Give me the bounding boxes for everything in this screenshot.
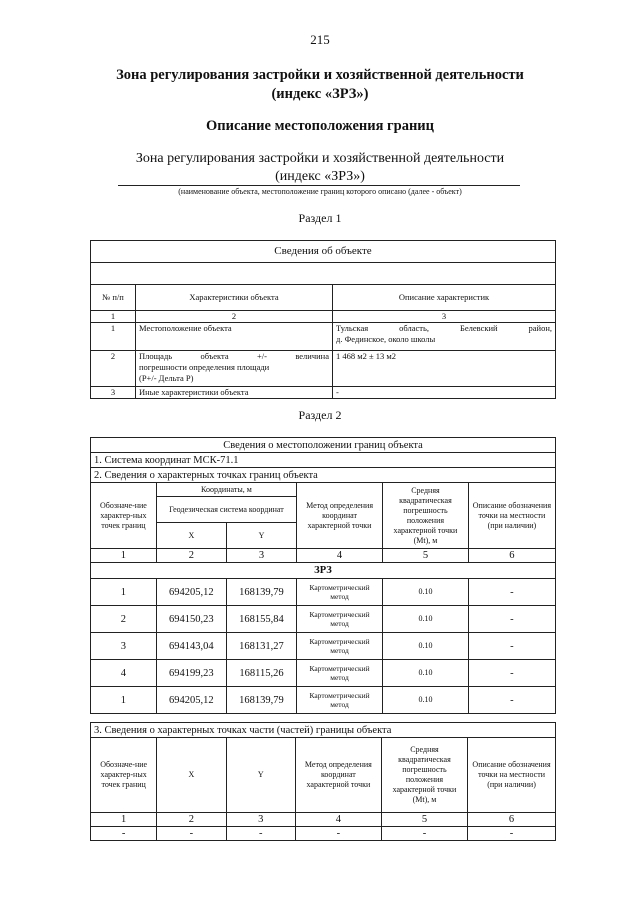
header-point: Обозначе-ние характер-ных точек границ xyxy=(91,738,157,813)
point-accuracy: 0.10 xyxy=(383,660,469,687)
header-coordinates: Координаты, м xyxy=(156,483,296,497)
object-name-line-2: (индекс «ЗРЗ») xyxy=(275,169,365,184)
object-info-title: Сведения об объекте xyxy=(91,241,556,263)
boundary-table-title: Сведения о местоположении границ объекта xyxy=(91,438,556,453)
header-x: X xyxy=(156,523,226,549)
table-row xyxy=(91,579,556,606)
row-description: 1 468 м2 ± 13 м2 xyxy=(333,351,556,387)
empty-row xyxy=(91,263,556,285)
characteristic-line-1: Площадь объекта +/- величина xyxy=(139,351,329,361)
index-cell: 2 xyxy=(136,311,333,323)
header-x: X xyxy=(157,738,226,813)
section-2-title: Раздел 2 xyxy=(298,408,342,422)
points-subtitle: 2. Сведения о характерных точках границ объекта xyxy=(91,468,556,483)
object-name-line-1: Зона регулирования застройки и хозяйственной деятельности xyxy=(135,151,505,166)
section-heading: Описание местоположения границ xyxy=(205,118,435,134)
row-number: 3 xyxy=(91,387,136,399)
header-point: Обозначе-ние характер-ных точек границ xyxy=(91,483,157,549)
index-cell: 1 xyxy=(91,311,136,323)
point-number: 2 xyxy=(91,606,157,633)
point-number: 3 xyxy=(91,633,157,660)
point-accuracy: 0.10 xyxy=(383,633,469,660)
part-points-subtitle: 3. Сведения о характерных точках части (частей) границы объекта xyxy=(91,723,556,738)
index-cell: 2 xyxy=(157,813,226,827)
header-description: Описание характеристик xyxy=(333,285,556,311)
point-x: 694199,23 xyxy=(156,660,226,687)
point-method: Картометрический метод xyxy=(297,633,383,660)
point-number: 1 xyxy=(91,579,157,606)
zone-label: ЗРЗ xyxy=(91,563,556,579)
index-cell: 6 xyxy=(468,813,556,827)
part-cell: - xyxy=(381,827,467,841)
row-number: 2 xyxy=(91,351,136,387)
point-x: 694143,04 xyxy=(156,633,226,660)
index-cell: 5 xyxy=(381,813,467,827)
object-caption: (наименование объекта, местоположение границ которого описано (далее - объект) xyxy=(178,187,462,196)
point-y: 168139,79 xyxy=(226,687,296,714)
header-y: Y xyxy=(226,738,295,813)
description-line-1: Тульская область, Белевский район, xyxy=(336,323,552,333)
part-cell: - xyxy=(157,827,226,841)
point-method: Картометрический метод xyxy=(297,579,383,606)
header-num: № п/п xyxy=(91,285,136,311)
row-number: 1 xyxy=(91,323,136,351)
point-method: Картометрический метод xyxy=(297,606,383,633)
page-number: 215 xyxy=(310,32,330,47)
point-method: Картометрический метод xyxy=(297,660,383,687)
point-description: - xyxy=(468,687,555,714)
characteristic-line-3: (Р+/- Дельта Р) xyxy=(139,373,194,383)
object-info-table xyxy=(90,240,556,399)
header-point-description: Описание обозначения точки на местности (при наличии) xyxy=(468,738,556,813)
index-cell: 2 xyxy=(156,549,226,563)
point-description: - xyxy=(468,606,555,633)
point-description: - xyxy=(468,633,555,660)
point-x: 694205,12 xyxy=(156,687,226,714)
point-number: 1 xyxy=(91,687,157,714)
index-cell: 4 xyxy=(295,813,381,827)
row-description xyxy=(333,323,556,351)
table-row xyxy=(91,633,556,660)
index-cell: 3 xyxy=(226,549,296,563)
point-y: 168115,26 xyxy=(226,660,296,687)
point-accuracy: 0.10 xyxy=(383,579,469,606)
header-point-description: Описание обозначения точки на местности (при наличии) xyxy=(468,483,555,549)
object-name xyxy=(0,150,640,186)
point-x: 694205,12 xyxy=(156,579,226,606)
document-title xyxy=(0,66,640,104)
row-description: - xyxy=(333,387,556,399)
table-row xyxy=(91,606,556,633)
point-y: 168139,79 xyxy=(226,579,296,606)
object-name-underline xyxy=(118,185,520,186)
row-characteristic: Иные характеристики объекта xyxy=(136,387,333,399)
section-1-title: Раздел 1 xyxy=(298,211,342,225)
part-boundary-table xyxy=(90,722,556,841)
boundary-points-table xyxy=(90,437,556,714)
title-line-2: (индекс «ЗРЗ») xyxy=(271,86,369,102)
index-cell: 4 xyxy=(297,549,383,563)
point-accuracy: 0.10 xyxy=(383,687,469,714)
index-cell: 1 xyxy=(91,813,157,827)
point-accuracy: 0.10 xyxy=(383,606,469,633)
index-cell: 6 xyxy=(468,549,555,563)
index-cell: 1 xyxy=(91,549,157,563)
table-row xyxy=(91,687,556,714)
part-cell: - xyxy=(226,827,295,841)
table-row xyxy=(91,827,556,841)
part-cell: - xyxy=(295,827,381,841)
header-method: Метод определения координат характерной точки xyxy=(295,738,381,813)
characteristic-line-2: погрешности определения площади xyxy=(139,362,270,372)
table-row xyxy=(91,660,556,687)
header-y: Y xyxy=(226,523,296,549)
row-characteristic: Местоположение объекта xyxy=(136,323,333,351)
index-cell: 3 xyxy=(333,311,556,323)
part-cell: - xyxy=(91,827,157,841)
point-number: 4 xyxy=(91,660,157,687)
header-method: Метод определения координат характерной точки xyxy=(297,483,383,549)
header-geodetic-system: Геодезическая система координат xyxy=(156,497,296,523)
header-accuracy: Средняя квадратическая погрешность положения характерной точки (Mt), м xyxy=(383,483,469,549)
description-line-2: д. Фединское, около школы xyxy=(336,334,436,344)
point-x: 694150,23 xyxy=(156,606,226,633)
table-row xyxy=(91,351,556,387)
point-description: - xyxy=(468,660,555,687)
table-row xyxy=(91,387,556,399)
part-cell: - xyxy=(468,827,556,841)
title-line-1: Зона регулирования застройки и хозяйственной деятельности xyxy=(116,67,524,83)
point-y: 168131,27 xyxy=(226,633,296,660)
header-accuracy: Средняя квадратическая погрешность положения характерной точки (Mt), м xyxy=(381,738,467,813)
point-method: Картометрический метод xyxy=(297,687,383,714)
table-row xyxy=(91,323,556,351)
coordinate-system: 1. Система координат МСК-71.1 xyxy=(91,453,556,468)
index-cell: 5 xyxy=(383,549,469,563)
point-description: - xyxy=(468,579,555,606)
header-characteristics: Характеристики объекта xyxy=(136,285,333,311)
index-cell: 3 xyxy=(226,813,295,827)
row-characteristic xyxy=(136,351,333,387)
point-y: 168155,84 xyxy=(226,606,296,633)
